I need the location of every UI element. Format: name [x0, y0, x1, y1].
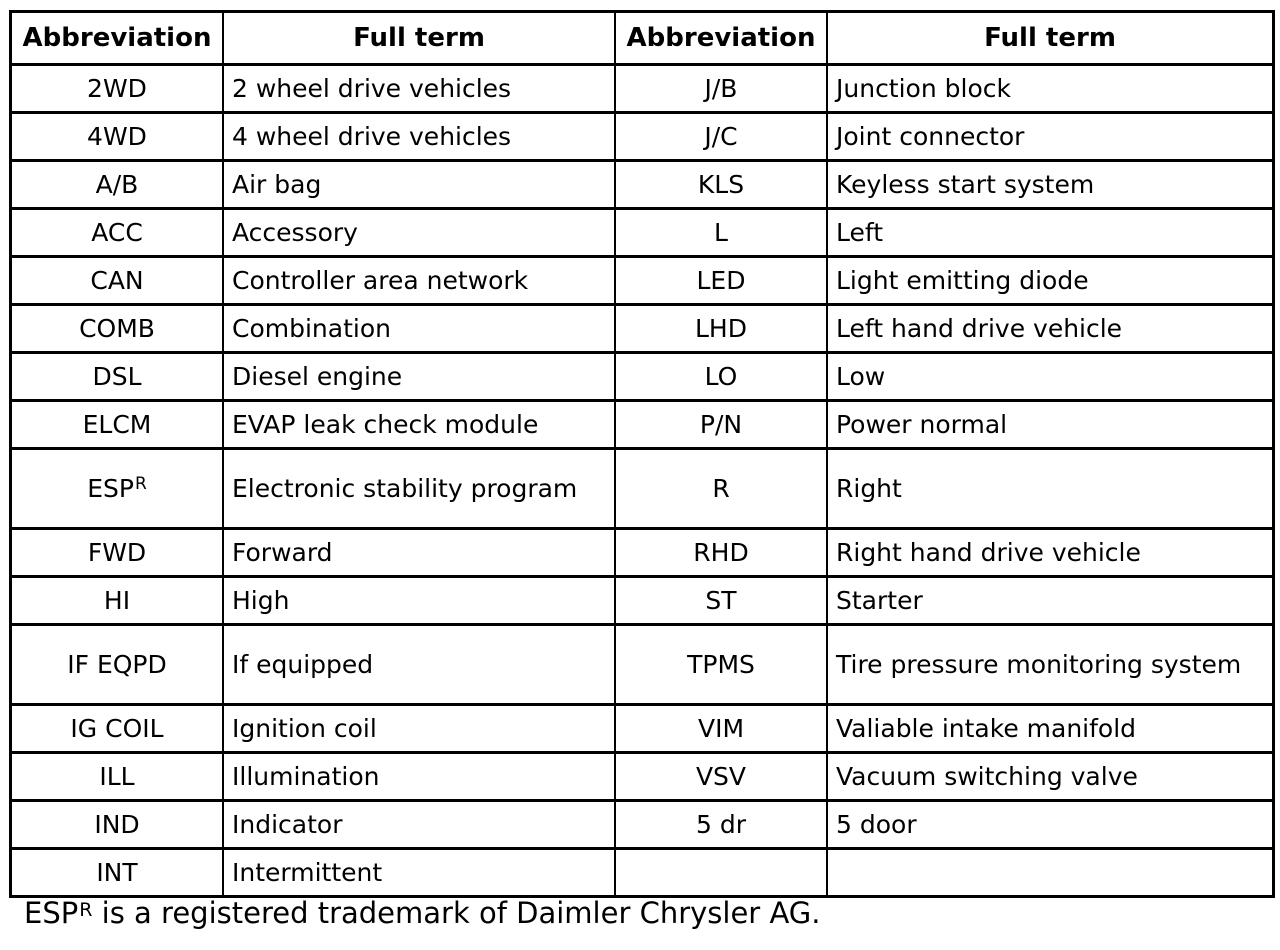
full-term-cell: Diesel engine: [223, 353, 615, 401]
abbreviation-cell: TPMS: [615, 625, 827, 705]
full-term-cell: Right: [827, 449, 1273, 529]
table-row: [11, 801, 1273, 849]
footnote-prefix: ESP: [24, 896, 79, 930]
abbreviation-cell: IG COIL: [11, 705, 223, 753]
table-row: [11, 113, 1273, 161]
abbreviation-cell: ILL: [11, 753, 223, 801]
abbreviation-cell: 4WD: [11, 113, 223, 161]
table-row: [11, 849, 1273, 896]
abbreviation-cell: COMB: [11, 305, 223, 353]
header-abbreviation-left: Abbreviation: [11, 12, 223, 65]
full-term-cell: Right hand drive vehicle: [827, 529, 1273, 577]
full-term-cell: 2 wheel drive vehicles: [223, 65, 615, 113]
abbreviation-cell: LO: [615, 353, 827, 401]
abbreviation-cell: LED: [615, 257, 827, 305]
trademark-footnote: [24, 893, 820, 933]
table-row: [11, 353, 1273, 401]
full-term-cell: If equipped: [223, 625, 615, 705]
abbreviation-cell: R: [615, 449, 827, 529]
full-term-cell: Indicator: [223, 801, 615, 849]
full-term-cell: Keyless start system: [827, 161, 1273, 209]
abbreviation-cell: KLS: [615, 161, 827, 209]
full-term-cell: Light emitting diode: [827, 257, 1273, 305]
full-term-cell: Intermittent: [223, 849, 615, 896]
header-full-term-right: Full term: [827, 12, 1273, 65]
abbreviation-cell: VSV: [615, 753, 827, 801]
abbreviation-cell: P/N: [615, 401, 827, 449]
footnote-text: is a registered trademark of Daimler Chrysler AG.: [92, 896, 821, 930]
abbreviation-cell: ST: [615, 577, 827, 625]
abbreviation-cell: HI: [11, 577, 223, 625]
full-term-cell: Junction block: [827, 65, 1273, 113]
full-term-cell: Electronic stability program: [223, 449, 615, 529]
full-term-cell: 5 door: [827, 801, 1273, 849]
full-term-cell: Combination: [223, 305, 615, 353]
abbreviation-cell: RHD: [615, 529, 827, 577]
full-term-cell: Vacuum switching valve: [827, 753, 1273, 801]
full-term-cell: Valiable intake manifold: [827, 705, 1273, 753]
footnote-registered-superscript: R: [79, 899, 93, 921]
table-row: [11, 753, 1273, 801]
abbreviation-cell: IF EQPD: [11, 625, 223, 705]
abbreviation-cell: VIM: [615, 705, 827, 753]
table-row: [11, 625, 1273, 705]
full-term-cell: [827, 849, 1273, 896]
full-term-cell: Joint connector: [827, 113, 1273, 161]
full-term-cell: Controller area network: [223, 257, 615, 305]
abbreviation-table: [9, 10, 1275, 898]
abbreviation-cell: J/C: [615, 113, 827, 161]
full-term-cell: Air bag: [223, 161, 615, 209]
table-row: [11, 529, 1273, 577]
abbreviation-cell: 2WD: [11, 65, 223, 113]
abbreviation-cell: LHD: [615, 305, 827, 353]
abbreviation-cell: DSL: [11, 353, 223, 401]
abbreviation-cell: [11, 449, 223, 529]
full-term-cell: Tire pressure monitoring system: [827, 625, 1273, 705]
abbreviation-cell: INT: [11, 849, 223, 896]
abbreviation-cell: 5 dr: [615, 801, 827, 849]
full-term-cell: Left: [827, 209, 1273, 257]
table-row: [11, 257, 1273, 305]
abbreviation-cell: ELCM: [11, 401, 223, 449]
registered-superscript: R: [134, 474, 147, 494]
table-row: [11, 705, 1273, 753]
header-abbreviation-right: Abbreviation: [615, 12, 827, 65]
full-term-cell: Starter: [827, 577, 1273, 625]
abbreviation-table-container: [9, 10, 1271, 898]
full-term-cell: Power normal: [827, 401, 1273, 449]
abbreviation-text: ESP: [87, 474, 134, 503]
full-term-cell: High: [223, 577, 615, 625]
full-term-cell: Forward: [223, 529, 615, 577]
full-term-cell: Low: [827, 353, 1273, 401]
full-term-cell: EVAP leak check module: [223, 401, 615, 449]
table-row: [11, 577, 1273, 625]
full-term-cell: Illumination: [223, 753, 615, 801]
table-row: [11, 209, 1273, 257]
table-header-row: [11, 12, 1273, 65]
abbreviation-cell: A/B: [11, 161, 223, 209]
full-term-cell: 4 wheel drive vehicles: [223, 113, 615, 161]
abbreviation-cell: ACC: [11, 209, 223, 257]
table-row: [11, 65, 1273, 113]
table-row: [11, 401, 1273, 449]
full-term-cell: Ignition coil: [223, 705, 615, 753]
abbreviation-cell: IND: [11, 801, 223, 849]
table-row: [11, 449, 1273, 529]
abbreviation-cell: L: [615, 209, 827, 257]
full-term-cell: Accessory: [223, 209, 615, 257]
abbreviation-cell: [615, 849, 827, 896]
table-row: [11, 305, 1273, 353]
header-full-term-left: Full term: [223, 12, 615, 65]
table-row: [11, 161, 1273, 209]
abbreviation-cell: J/B: [615, 65, 827, 113]
abbreviation-cell: FWD: [11, 529, 223, 577]
abbreviation-cell: CAN: [11, 257, 223, 305]
full-term-cell: Left hand drive vehicle: [827, 305, 1273, 353]
